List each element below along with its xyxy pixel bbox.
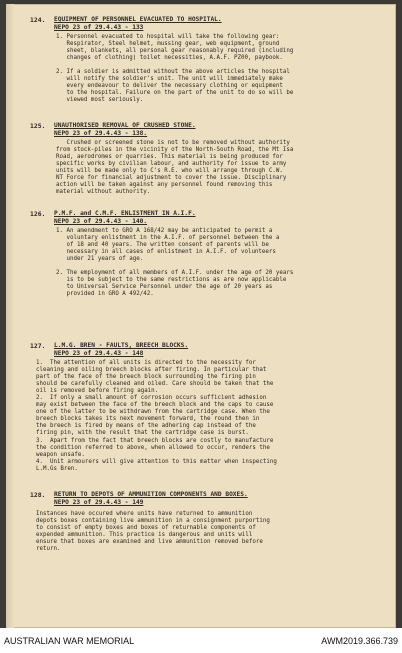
section-body: Instances have occured where units have returned to ammunition depots boxes containing live ammunition in a consignment purporting to consist of empty boxes and boxes of returnable components of expended ammunition. This practice is dangerous and units will ensure that boxes are examined and live ammunition removed before return. [36,511,270,553]
section-number: 125. [30,122,46,130]
page-edge-shadow [6,4,14,628]
caption-bar [0,628,402,653]
section-number: 124. [30,16,46,24]
section-heading: P.M.F. and C.M.F. ENLISTMENT IN A.I.F. NEPO 23 of 29.4.43 - 140. [54,210,196,225]
section-number: 128. [30,491,46,499]
section-heading: RETURN TO DEPOTS OF AMMUNITION COMPONENTS AND BOXES. NEPO 23 of 29.4.43 - 149 [54,491,248,506]
section-heading: L.M.G. BREN - FAULTS, BREECH BLOCKS. NEPO 23 of 29.4.43 - 148 [54,342,189,357]
section-number: 127. [30,342,46,350]
section-heading: EQUIPMENT OF PERSONNEL EVACUATED TO HOSPITAL. NEPO 23 of 29.4.43 - 133 [54,16,222,31]
section-body: 1. Personnel evacuated to hospital will take the following gear: Respirator, Steel helmet, mussing gear, web equipment, ground sheet, blankets, all personal gear reasonably required (including changes of clothing) toilet necessities, A.A.F. PZ00, paybook. 2. If a soldier is admitted without the above articles the hospital will notify the soldier's unit. The unit will immediately make every endeavour to deliver the necessary clothing or equipment to the hospital. Failure on the part of the unit to do so will be viewed most seriously. [56,34,294,104]
section-heading: UNAUTHORISED REMOVAL OF CRUSHED STONE. NEPO 23 of 29.4.43 - 138. [54,122,196,137]
document-page [6,4,396,628]
section-body: Crushed or screened stone is not to be removed without authority from stock-piles in the vicinity of the North-South Road, the Mt Isa Road, aerodromes or quarries. This material is being produced for specific works by civilian labour, and authority for issue to army units will be made only to C's R.E. who will arrange through C.W. NT Force for financial adjustment to cover the issue. Disciplinary action will be taken against any personnel found removing this material without authority. [56,140,294,196]
archive-name: AUSTRALIAN WAR MEMORIAL [4,636,135,646]
section-body: 1. The attention of all units is directed to the necessity for cleaning and oiling breech blocks after firing. In particular that part of the face of the breech block surrounding the firing pin should be carefully cleaned and oiled. Care should be taken that the oil is removed before firing again. 2. If only a small amount of corrosion occurs sufficient adhesion may exist between the face of the breech block and the caps to cause one of the latter to be withdrawn from the cartridge case. When the breech blocks takes its next movement forward, the round then in the breech is fired by means of the adhering cap instead of the firing pin, with the result that the cartridge case is burst. 3. Apart from the fact that breech blocks are costly to manufacture the condition referred to above, when allowed to occur, renders the weapon unsafe. 4. Unit armourers will give attention to this matter when inspecting L.M.Gs Bren. [36,360,277,472]
section-number: 126. [30,210,46,218]
accession-number: AWM2019.366.739 [321,636,398,646]
section-body: 1. An amendment to GRO A 168/42 may be anticipated to permit a voluntary enlistment in the A.I.F. of personnel between the a of 18 and 40 years. The written consent of parents will be necessary in all cases of enlistment in A.I.F. of volunteers under 21 years of age. 2. The employment of all members of A.I.F. under the age of 20 years is to be subject to the same restrictions as are now applicable to Universal Service Personnel under the age of 20 years as provided in GRO A 492/42. [56,228,294,298]
